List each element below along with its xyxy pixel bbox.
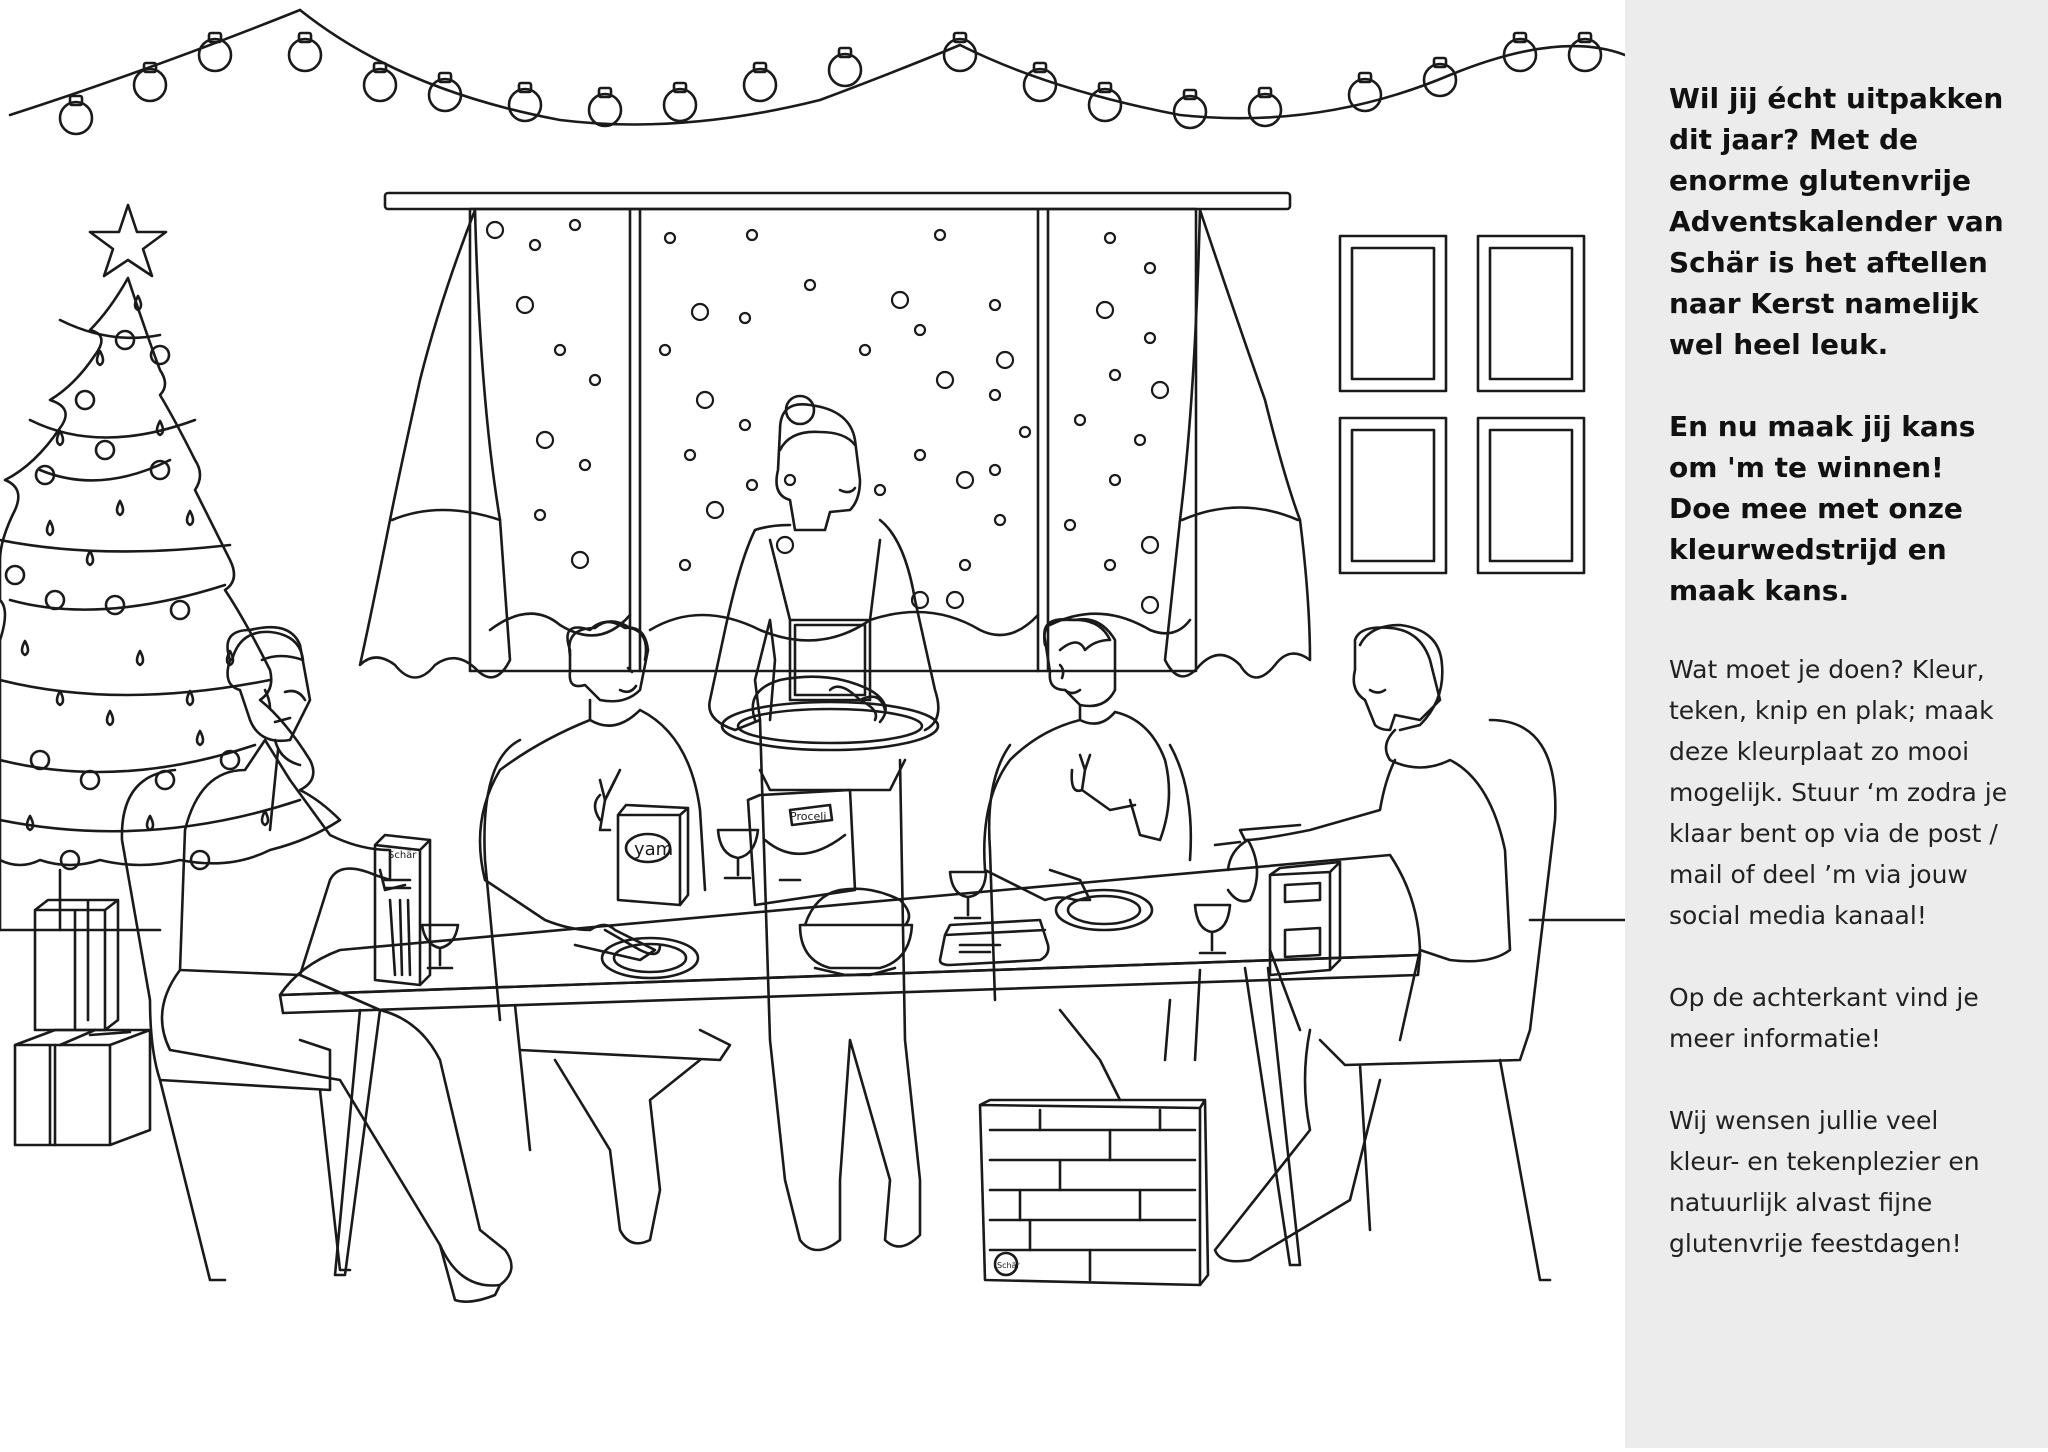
proceli-box-label: Proceli	[790, 810, 827, 823]
light-bulb	[944, 33, 976, 71]
light-bulb	[509, 83, 541, 121]
picture-frames	[1340, 236, 1584, 573]
light-bulb	[1174, 90, 1206, 128]
person-man-right	[984, 619, 1170, 1100]
window	[360, 193, 1310, 678]
light-bulb	[60, 96, 92, 134]
light-bulb	[134, 63, 166, 101]
chairs	[122, 720, 1555, 1280]
intro-text: Wil jij écht uitpakken dit jaar? Met de enorme glutenvrije Adventskalender van Schär is het aftellen naar Kerst namelijk wel heel leuk.	[1669, 82, 2004, 361]
turkey-platter	[722, 677, 938, 750]
light-bulb	[1249, 88, 1281, 126]
light-bulb	[1424, 58, 1456, 96]
advent-calendar-box	[980, 1100, 1208, 1285]
product-yam-box	[618, 805, 688, 905]
instructions-text: Wat moet je doen? Kleur, teken, knip en plak; maak deze kleurplaat zo mooi mogelijk. Stuur ‘m zodra je klaar bent op via de post / mail of deel ’m via jouw social media kanaal!	[1669, 655, 2008, 930]
light-bulb	[289, 33, 321, 71]
light-bulb	[744, 63, 776, 101]
person-left-man	[162, 627, 511, 1302]
string-lights	[10, 10, 1625, 134]
side-panel	[1625, 0, 2048, 1448]
light-bulb	[589, 88, 621, 126]
light-bulb	[829, 48, 861, 86]
advent-box-label: Schär	[997, 1261, 1020, 1270]
person-woman-standing	[709, 396, 938, 1250]
gifts-left	[15, 900, 150, 1145]
person-man-center-left	[480, 622, 705, 1244]
product-schar-box-left	[375, 835, 430, 985]
light-bulb	[664, 83, 696, 121]
light-bulb	[1349, 73, 1381, 111]
schar-box-label: Schär	[388, 850, 417, 861]
call-to-action: En nu maak jij kans om 'm te winnen! Doe mee met onze kleurwedstrijd en maak kans.	[1669, 410, 1976, 607]
christmas-tree	[0, 205, 340, 930]
wishes-text: Wij wensen jullie veel kleur- en tekenplezier en natuurlijk alvast fijne glutenvrije feestdagen!	[1669, 1106, 1980, 1258]
back-info-text: Op de achterkant vind je meer informatie!	[1669, 983, 1979, 1053]
light-bulb	[1569, 33, 1601, 71]
dining-table	[280, 855, 1420, 1275]
yam-box-label: yam	[634, 839, 674, 860]
person-woman-right	[1215, 625, 1510, 1261]
light-bulb	[364, 63, 396, 101]
